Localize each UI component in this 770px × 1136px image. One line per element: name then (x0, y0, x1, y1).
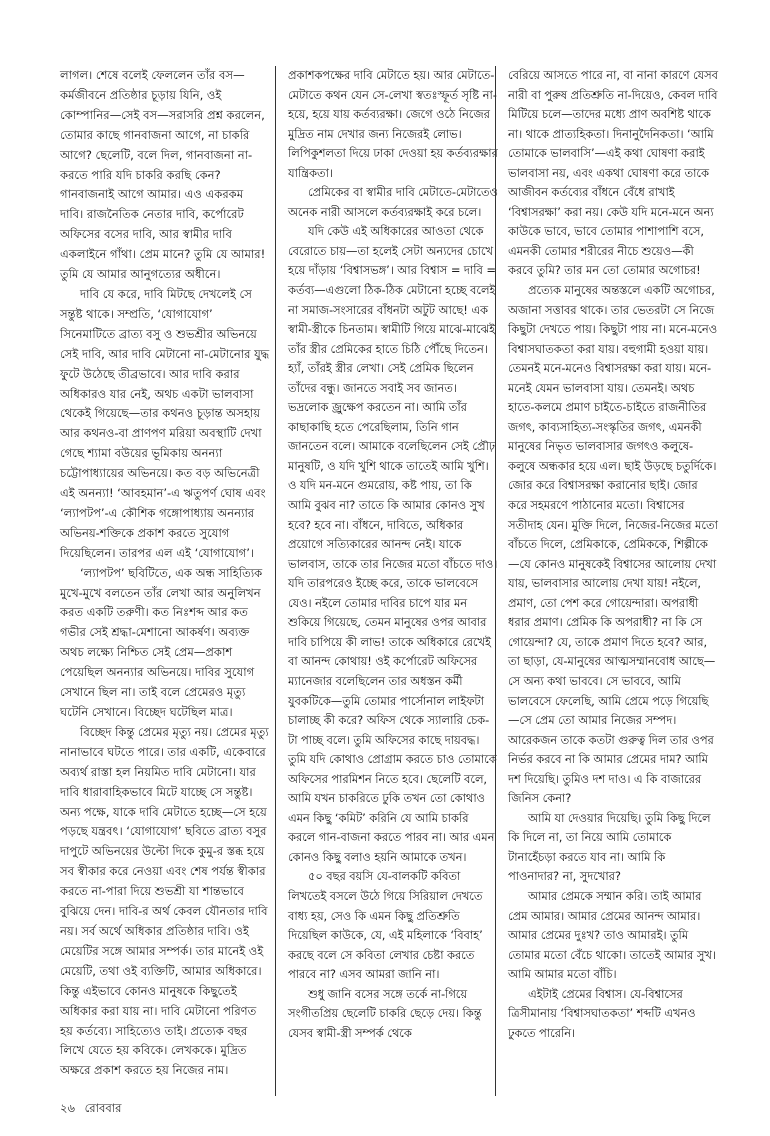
paragraph: প্রকাশকপক্ষের দাবি মেটাতে হয়। আর মেটাতে-মেটাতে কথন যেন সে-লেখা স্বতঃস্ফূর্ত সৃষ্টি না-হয়ে, হয়ে যায় কর্তব্যরক্ষা। জেগে ওঠে নিজের মুদ্রিত নাম দেখার জন্য নিজেরই লোভ। লিপিকুশলতা দিয়ে ঢাকা দেওয়া হয় কর্তব্যরক্ষার যান্ত্রিকতা। (288, 68, 498, 180)
paragraph: প্রত্যেক মানুষের অন্তস্তলে একটি অগোচর, অজানা সত্তাবর থাকে। তার ভেতরটা সে নিজে কিছুটা দেখতে পায়। কিছুটা পায় না। মনে-মনেও বিশ্বাসঘাতকতা করা যায়। বহুগামী হওয়া যায়। তেমনই মনে-মনেও বিশ্বাসরক্ষা করা যায়। মনে-মনেই যেমন ভালবাসা যায়। তেমনই। অথচ হাতে-কলমে প্রমাণ চাইতে-চাইতে রাজনীতির জগৎ, কাব্যসাহিত্য-সংস্কৃতির জগৎ, এমনকী মানুষের নিভৃত ভালবাসার জগৎও কলুষে-কলুষে অন্ধকার হয়ে এল। ছাই উড়ছে চতুর্দিকে। জোর করে বিশ্বাসরক্ষা করানোর ছাই। জোর করে সহমরণে পাঠানোর মতো। বিশ্বাসের সতীদাহ যেন। মুক্তি দিলে, নিজের-নিজের মতো বাঁচতে দিলে, প্রেমিকাকে, প্রেমিককে, শিল্পীকে—যে কোনও মানুষকেই বিশ্বাসের আলোয় দেখা যায়, ভালবাসার আলোয় দেখা যায়! নইলে, প্রমাণ, তো পেশ করে গোয়েন্দারা। অপরাধী ধরার প্রমাণ। প্রেমিক কি অপরাধী? না কি সে গোয়েন্দা? যে, তাকে প্রমাণ দিতে হবে? আর, তা ছাড়া, যে-মানুষের আত্মসম্মানবোধ আছে—সে অন্য কথা ভাববে। সে ভাববে, আমি ভালবেসে ফেলেছি, আমি প্রেমে পড়ে গিয়েছি—সে প্রেম তো আমার নিজের সম্পদ। আরেকজন তাকে কতটা গুরুত্ব দিল তার ওপর নির্ভর করবে না কি আমার প্রেমের দাম? আমি দশ দিয়েছি। তুমিও দশ দাও। এ কি বাজারের জিনিস কেনা? (508, 283, 718, 806)
article-column-3 (508, 66, 718, 1043)
paragraph: ৫০ বছর বয়সি যে-বালকটি কবিতা লিখতেই বসলে উঠে গিয়ে সিরিয়াল দেখতে বাধ্য হয়, সেও কি এমন কিছু প্রতিশ্রুতি দিয়েছিল কাউকে, যে, এই মহিলাকে ‘বিবাহ’ করছে বলে সে কবিতা লেখার চেষ্টা করতে পারবে না? এসব আমরা জানি না। (288, 869, 483, 982)
paragraph: লাগল। শেষে বলেই ফেললেন তাঁর বস—কর্মজীবনে প্রতিষ্ঠার চূড়ায় যিনি, ওই কোম্পানির—সেই বস—সরাসরি প্রশ্ন করলেন, তোমার কাছে গানবাজনা আগে, না চাকরি আগে? ছেলেটি, বলে দিল, গানবাজনা না-করতে পারি যদি চাকরি করছি কেন? গানবাজনাই আগে আমার। এও একরকম দাবি। রাজনৈতিক নেতার দাবি, কর্পোরেট অফিসের বসের দাবি, আর স্বামীর দাবি একলাইনে গাঁথা। প্রেম মানে? তুমি যে আমার! তুমি যে আমার আনুগত্যের অধীনে। (60, 68, 266, 282)
paragraph: শুধু জানি বসের সঙ্গে তর্কে না-গিয়ে সংগীতপ্রিয় ছেলেটি চাকরি ছেড়ে দেয়। কিন্তু যেসব স্বামী-স্ত্রী সম্পর্ক থেকে (288, 986, 482, 1040)
page-number: ২৬ (60, 1101, 75, 1115)
magazine-name: রোববার (84, 1101, 122, 1115)
paragraph: বিচ্ছেদ কিন্তু প্রেমের মৃত্যু নয়। প্রেমের মৃত্যু নানাভাবে ঘটতে পারে। তার একটি, একেবারে অব্যর্থ রাস্তা হল নিয়মিত দাবি মেটানো। যার দাবি ধারাবাহিকভাবে মিটে যাচ্ছে সে সন্তুষ্ট। অন্য পক্ষে, যাকে দাবি মেটাতে হচ্ছে—সে হয়ে পড়ছে যন্ত্রবৎ। ‘যোগাযোগ’ ছবিতে ব্রাত্য বসুর দাপুটে অভিনয়ের উল্টো দিকে কুমু-র স্তব্ধ হয়ে সব স্বীকার করে নেওয়া এবং শেষ পর্যন্ত স্বীকার করতে না-পারা দিয়ে শুভশ্রী যা শান্তভাবে বুঝিয়ে দেন। দাবি-র অর্থ কেবল যৌনতার দাবি নয়। সর্ব অর্থে অধিকার প্রতিষ্ঠার দাবি। ওই মেয়েটির সঙ্গে আমার সম্পর্ক। তার মানেই ওই মেয়েটি, তথা ওই ব্যক্তিটি, আমার অধিকারে। কিন্তু এইভাবে কোনও মানুষকে কিছুতেই অধিকার করা যায় না। দাবি মেটানো পরিণত হয় কর্তব্যে। সাহিত্যেও তাই। প্রত্যেক বছর লিখে যেতে হয় কবিকে। লেখককে। মুদ্রিত অক্ষরে প্রকাশ করতে হয় নিজের নাম। (60, 724, 269, 1078)
column-divider (495, 66, 496, 1096)
paragraph: এইটাই প্রেমের বিশ্বাস। যে-বিশ্বাসের ত্রিসীমানায় ‘বিশ্বাসঘাতকতা’ শব্দটি এখনও ঢুকতে পারেনি। (508, 986, 696, 1040)
article-column-2 (288, 66, 498, 1043)
paragraph: বেরিয়ে আসতে পারে না, বা নানা কারণে যেসব নারী বা পুরুষ প্রতিশ্রুতি না-দিয়েও, কেবল দাবি মিটিয়ে চলে—তাদের মধ্যে প্রাণ অবশিষ্ট থাকে না। থাকে প্রাত্যহিকতা। দিনানুদৈনিকতা। ‘আমি তোমাকে ভালবাসি’—এই কথা ঘোষণা করাই ভালবাসা নয়, এবং একথা ঘোষণা করে তাকে আজীবন কর্তব্যের বাঁধনে বেঁধে রাখাই ‘বিশ্বাসরক্ষা’ করা নয়। কেউ যদি মনে-মনে অন্য কাউকে ভাবে, ভাবে তোমার পাশাপাশি বসে, এমনকী তোমার শরীরের নীচে শুয়েও—কী করবে তুমি? তার মন তো তোমার অগোচর! (508, 68, 718, 278)
article-column-1 (60, 66, 270, 1081)
paragraph: ‘ল্যাপটপ’ ছবিটিতে, এক অন্ধ সাহিত্যিক মুখে-মুখে বলতেন তাঁর লেখা আর অনুলিখন করত একটি তরুণী। কত নিঃশব্দ আর কত গভীর সেই শ্রদ্ধা-মেশানো আকর্ষণ। অব্যক্ত অথচ লক্ষ্যে নিশ্চিত সেই প্রেম—প্রকাশ পেয়েছিল অনন্যার অভিনয়ে। দাবির সুযোগ সেখানে ছিল না। তাই বলে প্রেমেরও মৃত্যু ঘটেনি সেখানে। বিচ্ছেদ ঘটেছিল মাত্র। (60, 565, 263, 719)
page-footer (60, 1100, 127, 1119)
paragraph: প্রেমিকের বা স্বামীর দাবি মেটাতে-মেটাতেও অনেক নারী আসলে কর্তব্যরক্ষাই করে চলে। (288, 185, 498, 219)
paragraph: আমার প্রেমকে সম্মান করি। তাই আমার প্রেম আমার। আমার প্রেমের আনন্দ আমার। আমার প্রেমের দুঃখ? তাও আমারই। তুমি তোমার মতো বেঁচে থাকো। তাতেই আমার সুখ। আমি আমার মতো বাঁচি। (508, 888, 716, 982)
column-divider (275, 66, 276, 1096)
paragraph: যদি কেউ এই অধিকারের আওতা থেকে বেরোতে চায়—তা হলেই সেটা অন্যদের চোখে হয়ে দাঁড়ায় ‘বিশ্বাসভঙ্গ’। আর বিশ্বাস = দাবি = কর্তব্য—এগুলো ঠিক-ঠিক মেটানো হচ্ছে বলেই না সমাজ-সংসারের বাঁধনটা অটুট আছে! এক স্বামী-স্ত্রীকে চিনতাম। স্বামীটি গিয়ে মাঝে-মাঝেই তাঁর স্ত্রীর প্রেমিকের হাতে চিঠি পৌঁছে দিতেন। হ্যাঁ, তাঁরই স্ত্রীর লেখা। সেই প্রেমিক ছিলেন তাঁদের বন্ধু। জানতে সবাই সব জানত। ভদ্রলোক জ্রুক্ষেপ করতেন না। আমি তাঁর কাছাকাছি হতে পেরেছিলাম, তিনি গান জানতেন বলে। আমাকে বলেছিলেন সেই প্রৌঢ় মানুষটি, ও যদি খুশি থাকে তাতেই আমি খুশি। ও যদি মন-মনে গুমরোয়, কষ্ট পায়, তা কি আমি বুঝব না? তাতে কি আমার কোনও সুখ হবে? হবে না। বাঁধনে, দাবিতে, অধিকার প্রয়োগে সত্যিকারের আনন্দ নেই। যাকে ভালবাস, তাকে তার নিজের মতো বাঁচতে দাও। যদি তারপরেও ইচ্ছে করে, তাকে ভালবেসে যেও। নইলে তোমার দাবির চাপে যার মন শুকিয়ে গিয়েছে, তেমন মানুষের ওপর আবার দাবি চাপিয়ে কী লাভ! তাকে অধিকারে রেখেই বা আনন্দ কোথায়! ওই কর্পোরেট অফিসের ম্যানেজার বলেছিলেন তার অধস্তন কর্মী যুবকটিকে—তুমি তোমার পার্সোনাল লাইফটা চালাচ্ছ কী করে? অফিস থেকে স্যালারি চেক-টা পাচ্ছ বলে। তুমি অফিসের কাছে দায়বদ্ধ। তুমি যদি কোথাও প্রোগ্রাম করতে চাও তোমাকে অফিসের পারমিশন নিতে হবে। ছেলেটি বলে, আমি যখন চাকরিতে ঢুকি তখন তো কোথাও এমন কিছু ‘কমিট’ করিনি যে আমি চাকরি করলে গান-বাজনা করতে পারব না। আর এমন কোনও কিছু বলাও হয়নি আমাকে তখন। (288, 224, 498, 864)
paragraph: দাবি যে করে, দাবি মিটছে দেখলেই সে সন্তুষ্ট থাকে। সম্প্রতি, ‘যোগাযোগ’ সিনেমাটিতে ব্রাত্য বসু ও শুভশ্রীর অভিনয়ে সেই দাবি, আর দাবি মেটানো না-মেটানোর যুদ্ধ ফুটে উঠেছে তীব্রভাবে। আর দাবি করার অধিকারও যার নেই, অথচ একটা ভালবাসা থেকেই গিয়েছে—তার কথনও চূড়ান্ত অসহায় আর কথনও-বা প্রাণপণ মরিয়া অবস্থাটি দেখা গেছে শ্যামা বউয়ের ভূমিকায় অনন্যা চট্টোপাধ্যায়ের অভিনয়ে। কত বড় অভিনেত্রী এই অনন্যা! ‘আবহমান’-এ ঋতুপর্ণ ঘোষ এবং ‘ল্যাপটপ’-এ কৌশিক গঙ্গোপাধ্যায় অনন্যার অভিনয়-শক্তিকে প্রকাশ করতে সুযোগ দিয়েছিলেন। তারপর এল এই ‘যোগাযোগ’। (60, 286, 270, 560)
paragraph: আমি যা দেওয়ার দিয়েছি। তুমি কিছু দিলে কি দিলে না, তা নিয়ে আমি তোমাকে টানাহেঁচড়া করতে যাব না। আমি কি পাওনাদার? না, সুদখোর? (508, 810, 711, 884)
